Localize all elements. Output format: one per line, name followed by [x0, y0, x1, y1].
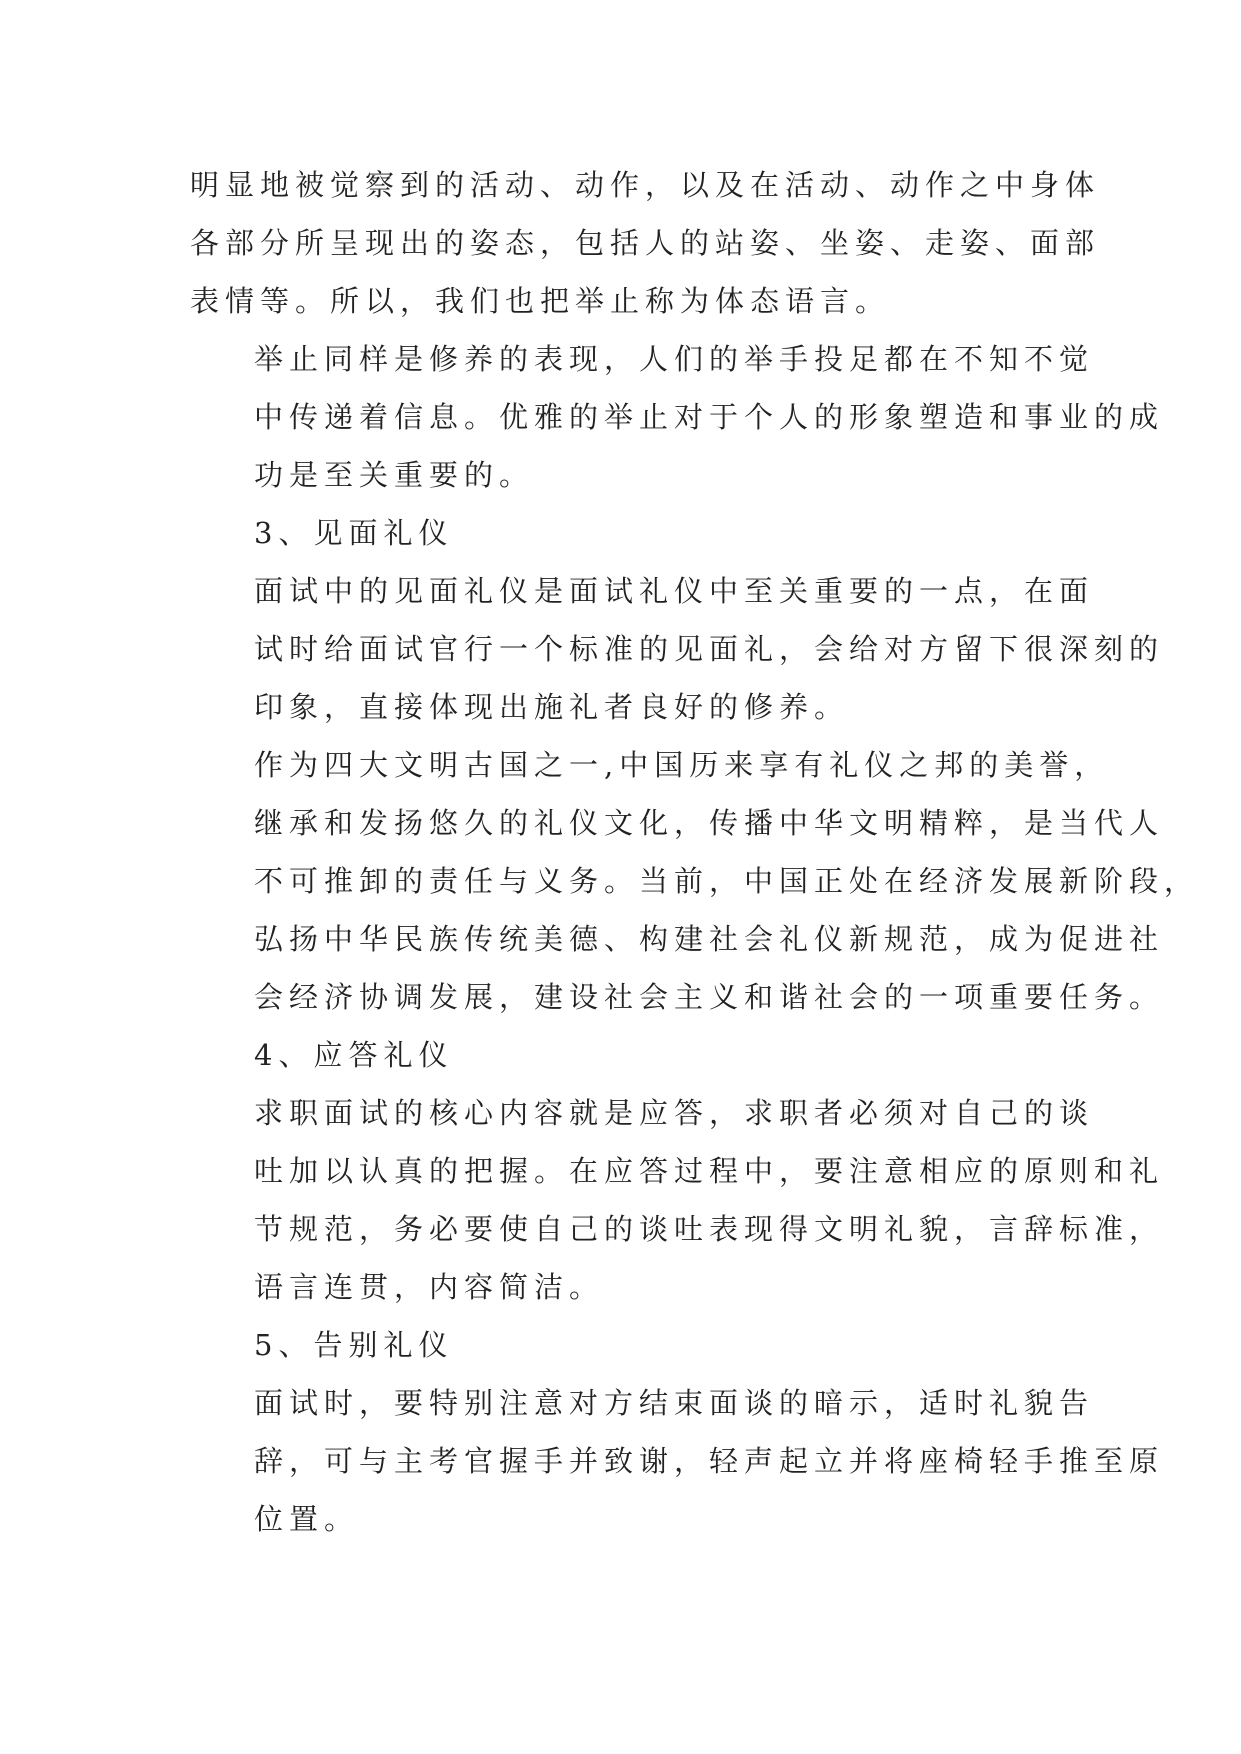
text-line: 作为四大文明古国之一,中国历来享有礼仪之邦的美誉， [254, 748, 1110, 782]
text-line: 各部分所呈现出的姿态，包括人的站姿、坐姿、走姿、面部 [190, 226, 1101, 260]
document-body [190, 156, 1200, 1548]
text-line: 举止同样是修养的表现，人们的举手投足都在不知不觉 [254, 342, 1095, 376]
section-heading-answer-etiquette [190, 1026, 1050, 1084]
text-line: 面试中的见面礼仪是面试礼仪中至关重要的一点，在面 [254, 574, 1095, 608]
paragraph-etiquette-culture [190, 736, 1200, 1026]
text-line: 弘扬中华民族传统美德、构建社会礼仪新规范，成为促进社 [254, 922, 1165, 956]
paragraph-answer-etiquette [190, 1084, 1165, 1316]
section-heading-farewell-etiquette [190, 1316, 1050, 1374]
section-heading: 5、告别礼仪 [254, 1328, 454, 1362]
text-line: 语言连贯，内容简洁。 [254, 1270, 605, 1304]
text-line: 功是至关重要的。 [254, 458, 535, 492]
text-line: 辞，可与主考官握手并致谢，轻声起立并将座椅轻手推至原 [254, 1444, 1165, 1478]
paragraph-farewell-etiquette [190, 1374, 1165, 1548]
section-heading: 3、见面礼仪 [254, 516, 454, 550]
text-line: 中传递着信息。优雅的举止对于个人的形象塑造和事业的成 [254, 400, 1165, 434]
text-line: 吐加以认真的把握。在应答过程中，要注意相应的原则和礼 [254, 1154, 1165, 1188]
text-line: 不可推卸的责任与义务。当前，中国正处在经济发展新阶段， [254, 864, 1200, 898]
text-line: 印象，直接体现出施礼者良好的修养。 [254, 690, 850, 724]
text-line: 面试时，要特别注意对方结束面谈的暗示，适时礼貌告 [254, 1386, 1095, 1420]
text-line: 会经济协调发展，建设社会主义和谐社会的一项重要任务。 [254, 980, 1165, 1014]
paragraph-body-language [190, 156, 1101, 330]
text-line: 表情等。所以，我们也把举止称为体态语言。 [190, 284, 891, 318]
text-line: 试时给面试官行一个标准的见面礼，会给对方留下很深刻的 [254, 632, 1165, 666]
section-heading: 4、应答礼仪 [254, 1038, 454, 1072]
section-heading-meeting-etiquette [190, 504, 1050, 562]
paragraph-meeting-etiquette [190, 562, 1165, 736]
paragraph-manner-cultivation [190, 330, 1165, 504]
text-line: 位置。 [254, 1502, 360, 1536]
text-line: 继承和发扬悠久的礼仪文化，传播中华文明精粹，是当代人 [254, 806, 1165, 840]
text-line: 节规范，务必要使自己的谈吐表现得文明礼貌，言辞标准， [254, 1212, 1165, 1246]
text-line: 明显地被觉察到的活动、动作，以及在活动、动作之中身体 [190, 168, 1101, 202]
text-line: 求职面试的核心内容就是应答，求职者必须对自己的谈 [254, 1096, 1095, 1130]
